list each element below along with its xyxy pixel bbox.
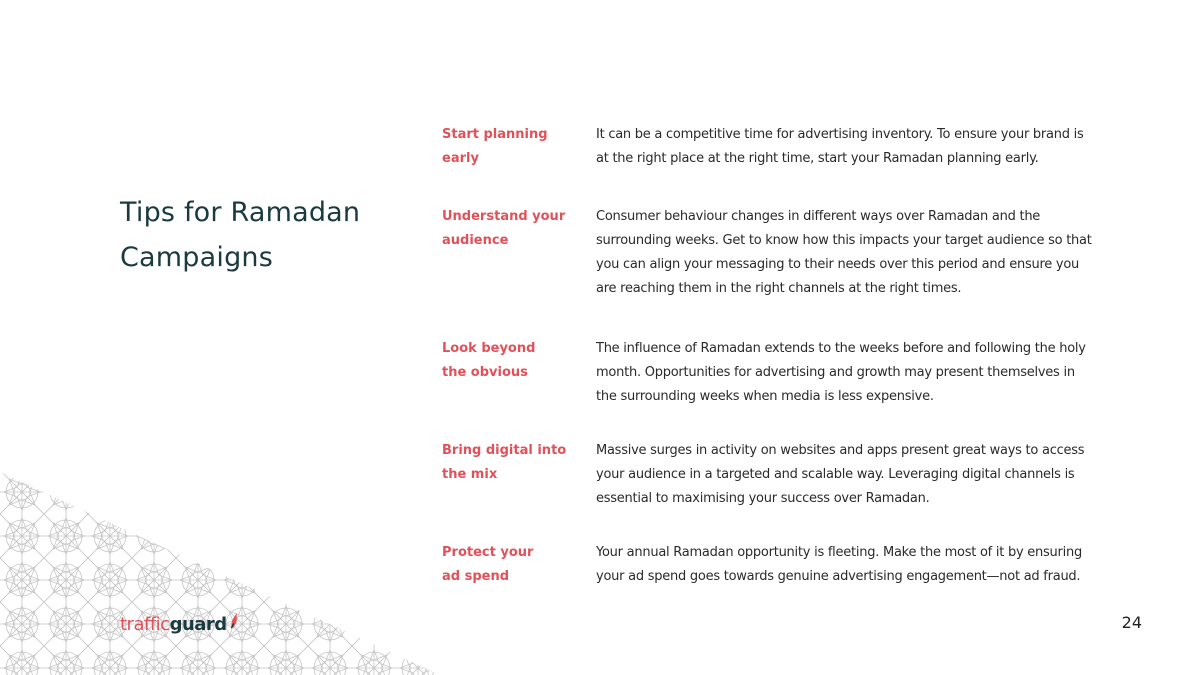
tip-heading-bring-digital bbox=[442, 439, 572, 487]
tip-heading-line: Look beyond bbox=[442, 341, 536, 356]
tip-heading-protect-spend bbox=[442, 541, 572, 589]
tip-heading-line: ad spend bbox=[442, 569, 510, 584]
tip-body-protect-spend bbox=[596, 541, 1126, 589]
tip-heading-start-planning bbox=[442, 123, 572, 171]
tip-body-line: at the right place at the right time, start your Ramadan planning early. bbox=[596, 151, 1039, 166]
tip-heading-line: Understand your bbox=[442, 209, 566, 224]
logo-text-traffic: traffic bbox=[120, 614, 170, 635]
tip-body-line: month. Opportunities for advertising and growth may present themselves in bbox=[596, 365, 1075, 380]
tip-body-line: the surrounding weeks when media is less expensive. bbox=[596, 389, 934, 404]
tip-heading-line: the mix bbox=[442, 467, 498, 482]
flame-mark-icon bbox=[229, 612, 239, 630]
logo-text-guard: guard bbox=[169, 614, 227, 635]
tip-body-line: Your annual Ramadan opportunity is fleeting. Make the most of it by ensuring bbox=[596, 545, 1082, 560]
tip-body-line: It can be a competitive time for advertising inventory. To ensure your brand is bbox=[596, 127, 1084, 142]
tip-body-line: your ad spend goes towards genuine advertising engagement—not ad fraud. bbox=[596, 569, 1081, 584]
tip-heading-line: the obvious bbox=[442, 365, 528, 380]
tip-body-line: surrounding weeks. Get to know how this impacts your target audience so that bbox=[596, 233, 1092, 248]
tip-body-line: you can align your messaging to their needs over this period and ensure you bbox=[596, 257, 1080, 272]
page-title: Tips for Ramadan Campaigns bbox=[120, 197, 361, 273]
tip-heading-understand-audience bbox=[442, 205, 572, 253]
tip-body-line: are reaching them in the right channels at the right times. bbox=[596, 281, 962, 296]
tip-body-line: Consumer behaviour changes in different ways over Ramadan and the bbox=[596, 209, 1041, 224]
tip-heading-line: Protect your bbox=[442, 545, 534, 560]
page-number: 24 bbox=[1121, 613, 1142, 632]
tip-heading-line: early bbox=[442, 151, 479, 166]
tip-body-look-beyond bbox=[596, 337, 1126, 409]
decorative-pattern bbox=[0, 470, 440, 675]
tip-body-line: essential to maximising your success over Ramadan. bbox=[596, 491, 930, 506]
tip-body-line: The influence of Ramadan extends to the weeks before and following the holy bbox=[596, 341, 1086, 356]
tip-body-line: your audience in a targeted and scalable way. Leveraging digital channels is bbox=[596, 467, 1075, 482]
tip-body-understand-audience bbox=[596, 205, 1126, 301]
trafficguard-logo bbox=[120, 612, 239, 638]
tip-heading-look-beyond bbox=[442, 337, 572, 385]
tip-body-line: Massive surges in activity on websites and apps present great ways to access bbox=[596, 443, 1085, 458]
tip-heading-line: audience bbox=[442, 233, 509, 248]
tip-body-bring-digital bbox=[596, 439, 1126, 511]
tip-heading-line: Bring digital into bbox=[442, 443, 567, 458]
tip-body-start-planning bbox=[596, 123, 1126, 171]
tip-heading-line: Start planning bbox=[442, 127, 548, 142]
